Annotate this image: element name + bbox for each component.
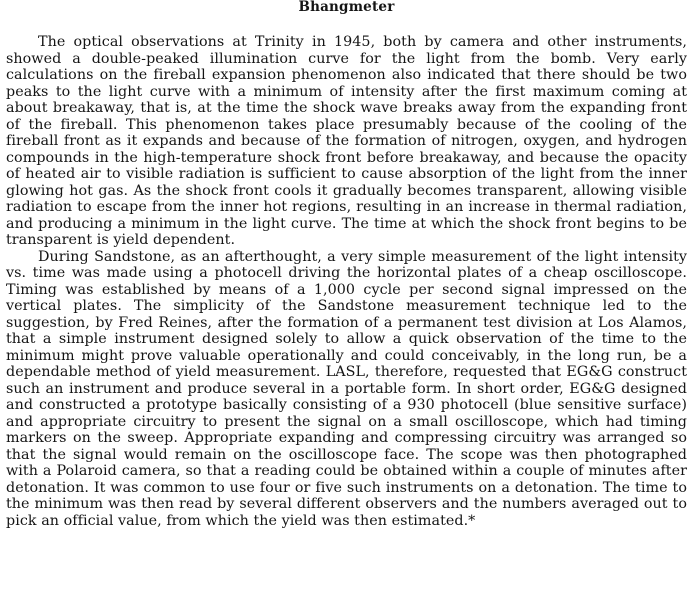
paragraph-trinity-observations: The optical observations at Trinity in 1945, both by camera and other instruments, showed a double-peaked illumination curve for the light from the bomb. Very early calculations on the fireball expansion phenomenon also indicated that there should be two peaks to the light curve with a minimum of intensity after the first maximum coming at about breakaway, that is, at the time the shock wave breaks away from the expanding front of the fireball. This phenomenon takes place presumably because of the cooling of the fireball front as it expands and because of the formation of nitrogen, oxygen, and hydrogen compounds in the high-temperature shock front before breakaway, and because the opacity of heated air to visible radiation is sufficient to cause absorption of the light from the inner glowing hot gas. As the shock front cools it gradually becomes transparent, allowing visible radiation to escape from the inner hot regions, resulting in an increase in thermal radiation, and producing a minimum in the light curve. The time at which the shock front begins to be transparent is yield dependent. [6, 34, 687, 248]
section-title: Bhangmeter [298, 0, 395, 15]
paragraph-sandstone-measurement: During Sandstone, as an afterthought, a very simple measurement of the light intensity vs. time was made using a photocell driving the horizontal plates of a cheap oscilloscope. Timing was established by means of a 1,000 cycle per second signal impressed on the vertical plates. The simplicity of the Sandstone measurement technique led to the suggestion, by Fred Reines, after the formation of a permanent test division at Los Alamos, that a simple instrument designed solely to allow a quick observation of the time to the minimum might prove valuable operationally and could conceivably, in the long run, be a dependable method of yield measurement. LASL, therefore, requested that EG&G construct such an instrument and produce several in a portable form. In short order, EG&G designed and constructed a prototype basically consisting of a 930 photocell (blue sensitive surface) and appropriate circuitry to present the signal on a small oscilloscope, which had timing markers on the sweep. Appropriate expanding and compressing circuitry was arranged so that the signal would remain on the oscilloscope face. The scope was then photographed with a Polaroid camera, so that a reading could be obtained within a couple of minutes after detonation. It was common to use four or five such instruments on a detonation. The time to the minimum was then read by several different observers and the numbers averaged out to pick an official value, from which the yield was then estimated.* [6, 248, 687, 529]
